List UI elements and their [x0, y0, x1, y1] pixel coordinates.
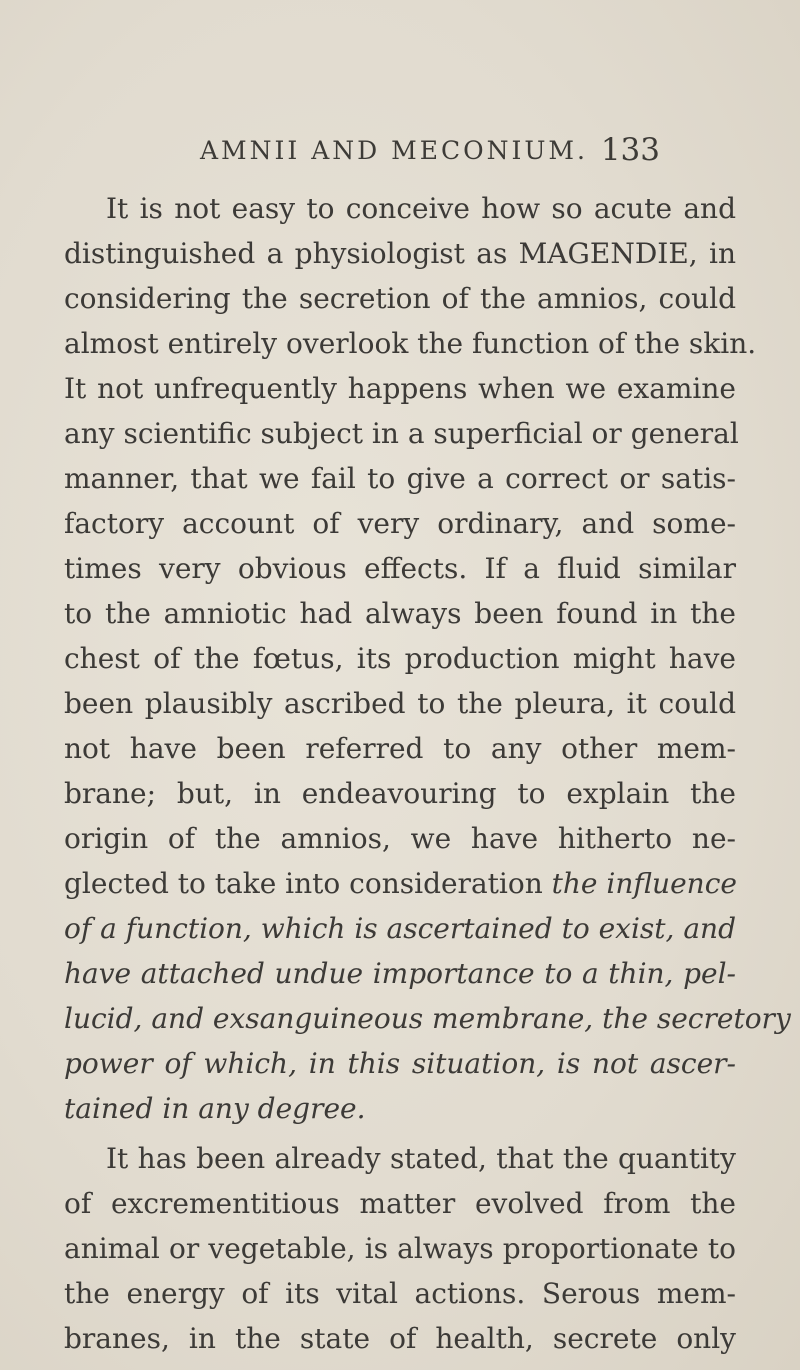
- text-line: animal or vegetable, is always proportionate to: [64, 1232, 736, 1265]
- text-line: chest of the fœtus, its production might have: [64, 642, 736, 675]
- text-line: It not unfrequently happens when we examine: [64, 372, 736, 405]
- text-line-italic: power of which, in this situation, is not ascer-: [64, 1047, 736, 1080]
- text-line: not have been referred to any other mem-: [64, 732, 736, 765]
- text-line: to the amniotic had always been found in the: [64, 597, 736, 630]
- text-line-italic: tained in any degree.: [64, 1092, 366, 1125]
- text-line-mixed: [64, 862, 736, 906]
- text-line-italic: of a function, which is ascertained to exist, and: [64, 912, 736, 945]
- page-number: 133: [600, 132, 660, 168]
- text-line: manner, that we fail to give a correct or satis-: [64, 462, 736, 495]
- text-line: been plausibly ascribed to the pleura, it could: [64, 687, 736, 720]
- text-line: brane; but, in endeavouring to explain the: [64, 777, 736, 810]
- text-line: It has been already stated, that the quantity: [106, 1142, 736, 1175]
- text-line: times very obvious effects. If a fluid similar: [64, 552, 736, 585]
- running-title: AMNII AND MECONIUM.: [200, 136, 588, 165]
- text-line: distinguished a physiologist as MAGENDIE, in: [64, 237, 736, 270]
- text-line: factory account of very ordinary, and some-: [64, 507, 736, 540]
- text-line-italic: have attached undue importance to a thin, pel-: [64, 957, 736, 990]
- text-line-italic: lucid, and exsanguineous membrane, the secretory: [64, 1002, 791, 1035]
- text-span-roman: glected to take into consideration: [64, 867, 552, 900]
- text-line: almost entirely overlook the function of the skin.: [64, 327, 757, 360]
- text-line: origin of the amnios, we have hitherto ne-: [64, 822, 736, 855]
- text-span-italic: the influence: [551, 867, 737, 900]
- text-line: It is not easy to conceive how so acute and: [106, 192, 736, 225]
- text-line: considering the secretion of the amnios, could: [64, 282, 736, 315]
- text-line: the energy of its vital actions. Serous mem-: [64, 1277, 736, 1310]
- text-line: any scientific subject in a superficial or general: [64, 417, 739, 450]
- text-line: branes, in the state of health, secrete only: [64, 1322, 736, 1355]
- page-header: [200, 132, 660, 176]
- text-line: of excrementitious matter evolved from the: [64, 1187, 736, 1220]
